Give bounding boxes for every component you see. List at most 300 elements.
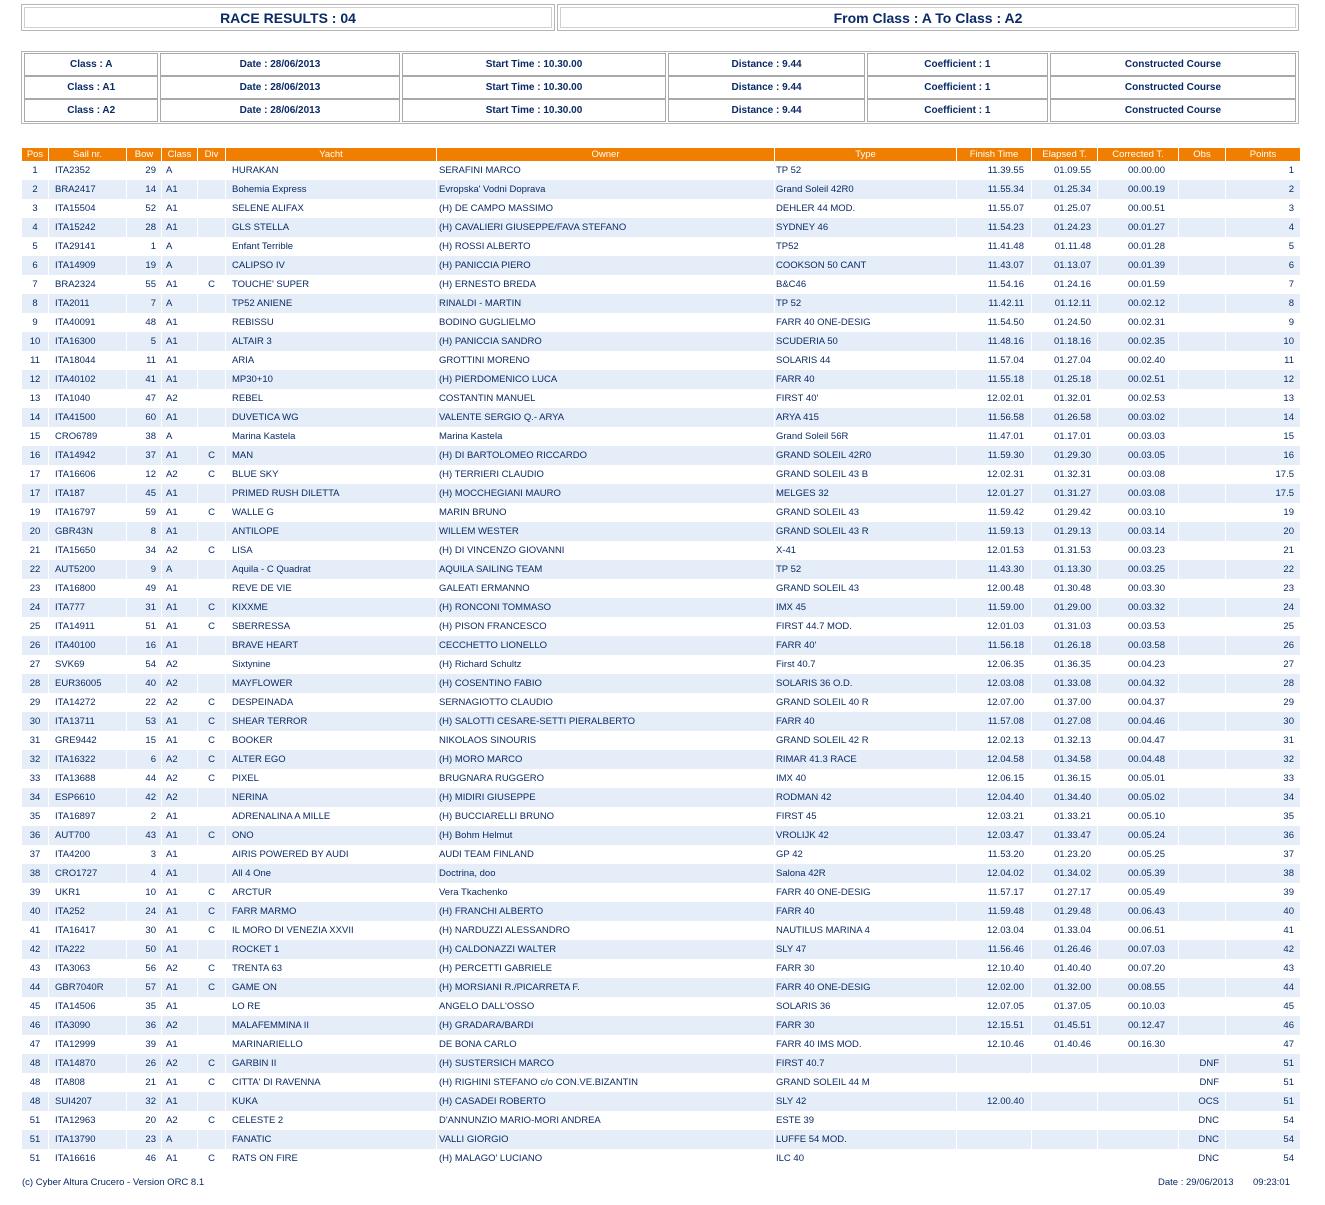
cell-points: 54 bbox=[1226, 1130, 1300, 1149]
cell-corrected-time: 00.04.23 bbox=[1128, 659, 1165, 670]
cell-type: GRAND SOLEIL 42 R bbox=[776, 735, 869, 746]
table-row bbox=[22, 408, 1300, 427]
cell-elapsed-time: 01.33.21 bbox=[1054, 811, 1091, 822]
cell-finish-time: 11.43.30 bbox=[957, 560, 1031, 579]
cell-obs: DNF bbox=[1179, 1054, 1225, 1073]
cell-sail-nr: ITA14909 bbox=[49, 256, 126, 275]
cell-div: C bbox=[208, 1115, 215, 1126]
cell-yacht: RATS ON FIRE bbox=[232, 1153, 298, 1164]
cell-pos: 3 bbox=[32, 203, 38, 214]
cell-pos: 43 bbox=[29, 963, 41, 974]
cell-obs bbox=[1179, 959, 1225, 978]
cell-elapsed-time: 01.11.48 bbox=[1054, 241, 1091, 252]
cell-obs bbox=[1179, 674, 1225, 693]
cell-div bbox=[198, 351, 225, 370]
table-row bbox=[22, 1092, 1300, 1111]
cell-div: C bbox=[198, 826, 225, 845]
cell-corrected-time: 00.01.59 bbox=[1128, 279, 1165, 290]
cell-points: 32 bbox=[1226, 750, 1300, 769]
cell-elapsed-time: 01.13.07 bbox=[1032, 256, 1097, 275]
cell-div bbox=[198, 997, 225, 1016]
cell-obs: OCS bbox=[1179, 1092, 1225, 1111]
table-row bbox=[22, 484, 1300, 503]
info-start-time: Start Time : 10.30.00 bbox=[402, 99, 667, 122]
cell-obs bbox=[1179, 275, 1225, 294]
cell-yacht: All 4 One bbox=[226, 864, 436, 883]
col-header-div: Div bbox=[198, 148, 225, 161]
info-distance: Distance : 9.44 bbox=[668, 53, 864, 76]
cell-class: A2 bbox=[166, 545, 178, 556]
cell-bow: 59 bbox=[145, 507, 156, 518]
cell-yacht: REBISSU bbox=[232, 317, 274, 328]
cell-sail-nr: ITA4200 bbox=[55, 849, 91, 860]
cell-obs bbox=[1179, 218, 1225, 237]
cell-pos: 17 bbox=[22, 484, 48, 503]
cell-sail-nr: ITA777 bbox=[49, 598, 126, 617]
cell-finish-time: 11.41.48 bbox=[987, 241, 1024, 252]
cell-bow: 28 bbox=[127, 218, 161, 237]
cell-div bbox=[198, 389, 225, 408]
cell-points: 9 bbox=[1288, 317, 1294, 328]
cell-type: FIRST 45 bbox=[776, 811, 817, 822]
cell-pos: 35 bbox=[29, 811, 41, 822]
cell-bow: 36 bbox=[127, 1016, 161, 1035]
cell-corrected-time bbox=[1098, 1130, 1178, 1149]
info-coefficient: Coefficient : 1 bbox=[867, 76, 1048, 99]
cell-points: 41 bbox=[1283, 925, 1294, 936]
cell-elapsed-time: 01.25.18 bbox=[1032, 370, 1097, 389]
cell-finish-time: 11.59.00 bbox=[957, 598, 1031, 617]
cell-finish-time: 12.01.53 bbox=[987, 545, 1024, 556]
cell-owner: (H) BUCCIARELLI BRUNO bbox=[439, 811, 555, 822]
table-row bbox=[22, 674, 1300, 693]
cell-sail-nr: ITA13688 bbox=[55, 773, 96, 784]
cell-sail-nr: ITA16322 bbox=[49, 750, 126, 769]
cell-owner: (H) PANICCIA SANDRO bbox=[437, 332, 774, 351]
cell-yacht: WALLE G bbox=[232, 507, 274, 518]
info-start-time: Start Time : 10.30.00 bbox=[402, 53, 667, 76]
cell-pos: 29 bbox=[29, 697, 41, 708]
cell-div bbox=[198, 845, 225, 864]
cell-div bbox=[198, 655, 225, 674]
cell-type: GRAND SOLEIL 43 R bbox=[775, 522, 956, 541]
cell-elapsed-time: 01.24.23 bbox=[1032, 218, 1097, 237]
col-header-sail-nr: Sail nr. bbox=[49, 148, 126, 161]
cell-yacht: ANTILOPE bbox=[226, 522, 436, 541]
cell-sail-nr: ITA252 bbox=[49, 902, 126, 921]
cell-yacht: Bohemia Express bbox=[226, 180, 436, 199]
cell-elapsed-time: 01.40.46 bbox=[1054, 1039, 1091, 1050]
cell-elapsed-time: 01.40.40 bbox=[1054, 963, 1091, 974]
cell-obs: DNF bbox=[1199, 1077, 1219, 1088]
info-course: Constructed Course bbox=[1050, 76, 1296, 99]
table-row bbox=[22, 446, 1300, 465]
cell-corrected-time: 00.01.39 bbox=[1098, 256, 1178, 275]
cell-sail-nr: GRE9442 bbox=[55, 735, 97, 746]
cell-finish-time: 11.57.17 bbox=[987, 887, 1024, 898]
cell-finish-time: 11.47.01 bbox=[987, 431, 1024, 442]
cell-obs bbox=[1179, 351, 1225, 370]
cell-points: 23 bbox=[1283, 583, 1294, 594]
cell-owner: (H) CAVALIERI GIUSEPPE/FAVA STEFANO bbox=[437, 218, 774, 237]
cell-class: A1 bbox=[162, 332, 197, 351]
cell-finish-time: 11.54.16 bbox=[987, 279, 1024, 290]
cell-yacht: ALTER EGO bbox=[226, 750, 436, 769]
cell-corrected-time: 00.03.23 bbox=[1128, 545, 1165, 556]
cell-yacht: Aquila - C Quadrat bbox=[226, 560, 436, 579]
table-header-row bbox=[22, 148, 1300, 161]
cell-points: 31 bbox=[1283, 735, 1294, 746]
cell-type: LUFFE 54 MOD. bbox=[775, 1130, 956, 1149]
copyright: (c) Cyber Altura Crucero - Version ORC 8.1 bbox=[22, 1177, 205, 1188]
table-row bbox=[22, 465, 1300, 484]
cell-obs bbox=[1179, 636, 1225, 655]
col-header-class: Class bbox=[162, 148, 197, 161]
table-row bbox=[22, 598, 1300, 617]
cell-yacht: LO RE bbox=[232, 1001, 261, 1012]
cell-obs bbox=[1179, 750, 1225, 769]
cell-owner: Doctrina, doo bbox=[437, 864, 774, 883]
cell-type: SCUDERIA 50 bbox=[775, 332, 956, 351]
table-row bbox=[22, 294, 1300, 313]
table-row bbox=[22, 636, 1300, 655]
cell-div: C bbox=[208, 887, 215, 898]
cell-pos: 45 bbox=[29, 1001, 41, 1012]
cell-div: C bbox=[198, 750, 225, 769]
table-row bbox=[22, 237, 1300, 256]
cell-type: RODMAN 42 bbox=[775, 788, 956, 807]
cell-class: A1 bbox=[162, 446, 197, 465]
cell-owner: (H) Bohm Helmut bbox=[437, 826, 774, 845]
cell-type: SOLARIS 44 bbox=[776, 355, 831, 366]
cell-finish-time: 11.56.46 bbox=[957, 940, 1031, 959]
table-row bbox=[22, 921, 1300, 940]
cell-finish-time: 12.07.00 bbox=[987, 697, 1024, 708]
table-row bbox=[22, 275, 1300, 294]
cell-elapsed-time bbox=[1032, 1054, 1097, 1073]
cell-obs bbox=[1179, 807, 1225, 826]
cell-yacht: BLUE SKY bbox=[232, 469, 279, 480]
cell-owner: SERAFINI MARCO bbox=[439, 165, 521, 176]
cell-yacht: MARINARIELLO bbox=[232, 1039, 303, 1050]
cell-pos: 42 bbox=[22, 940, 48, 959]
cell-corrected-time: 00.05.25 bbox=[1128, 849, 1165, 860]
cell-yacht: MAYFLOWER bbox=[226, 674, 436, 693]
cell-bow: 11 bbox=[146, 355, 156, 366]
cell-obs bbox=[1179, 826, 1225, 845]
cell-owner: ANGELO DALL'OSSO bbox=[439, 1001, 535, 1012]
cell-points: 6 bbox=[1226, 256, 1300, 275]
cell-pos: 26 bbox=[22, 636, 48, 655]
cell-corrected-time: 00.03.30 bbox=[1128, 583, 1165, 594]
table-row bbox=[22, 370, 1300, 389]
cell-points: 51 bbox=[1226, 1092, 1300, 1111]
cell-pos: 13 bbox=[29, 393, 41, 404]
cell-class: A2 bbox=[162, 788, 197, 807]
cell-sail-nr: SUI4207 bbox=[49, 1092, 126, 1111]
cell-sail-nr: ITA13790 bbox=[49, 1130, 126, 1149]
table-row bbox=[22, 712, 1300, 731]
cell-points: 2 bbox=[1226, 180, 1300, 199]
cell-corrected-time bbox=[1098, 1054, 1178, 1073]
cell-corrected-time: 00.04.47 bbox=[1128, 735, 1165, 746]
cell-pos: 23 bbox=[29, 583, 41, 594]
cell-type: FARR 40 ONE-DESIG bbox=[776, 887, 871, 898]
cell-finish-time: 12.06.15 bbox=[987, 773, 1024, 784]
cell-pos: 1 bbox=[32, 165, 38, 176]
cell-class: A1 bbox=[162, 978, 197, 997]
cell-obs bbox=[1179, 712, 1225, 731]
cell-points: 7 bbox=[1288, 279, 1294, 290]
cell-corrected-time: 00.02.35 bbox=[1098, 332, 1178, 351]
cell-sail-nr: ITA14506 bbox=[55, 1001, 96, 1012]
cell-finish-time: 11.57.04 bbox=[987, 355, 1024, 366]
cell-div: C bbox=[208, 621, 215, 632]
table-row bbox=[22, 769, 1300, 788]
cell-obs bbox=[1179, 769, 1225, 788]
cell-finish-time: 11.55.34 bbox=[957, 180, 1031, 199]
cell-owner: GALEATI ERMANNO bbox=[439, 583, 530, 594]
cell-sail-nr: ITA13711 bbox=[49, 712, 126, 731]
col-header-obs: Obs bbox=[1179, 148, 1225, 161]
info-class: Class : A bbox=[24, 53, 158, 76]
cell-obs bbox=[1179, 313, 1225, 332]
cell-type: FARR 40 bbox=[775, 902, 956, 921]
cell-sail-nr: ITA16606 bbox=[55, 469, 96, 480]
cell-obs bbox=[1179, 180, 1225, 199]
cell-elapsed-time: 01.36.35 bbox=[1054, 659, 1091, 670]
cell-obs bbox=[1179, 541, 1225, 560]
cell-sail-nr: GBR43N bbox=[49, 522, 126, 541]
cell-yacht: AIRIS POWERED BY AUDI bbox=[232, 849, 349, 860]
cell-obs bbox=[1179, 427, 1225, 446]
results-table bbox=[21, 148, 1301, 1168]
cell-sail-nr: ITA18044 bbox=[55, 355, 96, 366]
cell-points: 28 bbox=[1226, 674, 1300, 693]
cell-obs bbox=[1179, 465, 1225, 484]
cell-elapsed-time: 01.23.20 bbox=[1054, 849, 1091, 860]
cell-finish-time: 11.55.18 bbox=[957, 370, 1031, 389]
cell-finish-time: 12.03.21 bbox=[987, 811, 1024, 822]
cell-bow: 35 bbox=[145, 1001, 156, 1012]
cell-div: C bbox=[198, 1054, 225, 1073]
cell-elapsed-time: 01.24.50 bbox=[1054, 317, 1091, 328]
cell-points: 27 bbox=[1283, 659, 1294, 670]
cell-corrected-time: 00.05.49 bbox=[1128, 887, 1165, 898]
cell-type: Grand Soleil 56R bbox=[776, 431, 849, 442]
cell-points: 24 bbox=[1226, 598, 1300, 617]
cell-corrected-time: 00.05.10 bbox=[1128, 811, 1165, 822]
cell-sail-nr: ESP6610 bbox=[49, 788, 126, 807]
cell-corrected-time bbox=[1098, 1149, 1178, 1168]
cell-pos: 8 bbox=[22, 294, 48, 313]
table-row bbox=[22, 1054, 1300, 1073]
cell-type: MELGES 32 bbox=[775, 484, 956, 503]
class-info-row bbox=[23, 99, 1297, 122]
cell-div: C bbox=[208, 773, 215, 784]
cell-type: GRAND SOLEIL 43 B bbox=[776, 469, 869, 480]
cell-pos: 2 bbox=[22, 180, 48, 199]
cell-corrected-time bbox=[1098, 1092, 1178, 1111]
cell-pos: 21 bbox=[29, 545, 41, 556]
cell-owner: (H) RIGHINI STEFANO c/o CON.VE.BIZANTIN bbox=[439, 1077, 638, 1088]
cell-bow: 54 bbox=[145, 659, 156, 670]
cell-bow: 6 bbox=[127, 750, 161, 769]
cell-corrected-time: 00.04.46 bbox=[1098, 712, 1178, 731]
cell-obs bbox=[1179, 997, 1225, 1016]
cell-owner: (H) CASADEI ROBERTO bbox=[437, 1092, 774, 1111]
cell-owner: (H) MOCCHEGIANI MAURO bbox=[437, 484, 774, 503]
cell-bow: 55 bbox=[145, 279, 156, 290]
cell-class: A2 bbox=[162, 674, 197, 693]
cell-yacht: ARIA bbox=[232, 355, 255, 366]
cell-pos: 4 bbox=[22, 218, 48, 237]
cell-obs bbox=[1179, 598, 1225, 617]
cell-corrected-time: 00.00.00 bbox=[1128, 165, 1165, 176]
cell-sail-nr: ITA15650 bbox=[55, 545, 96, 556]
cell-class: A1 bbox=[166, 317, 178, 328]
cell-elapsed-time: 01.31.53 bbox=[1054, 545, 1091, 556]
cell-obs bbox=[1179, 560, 1225, 579]
cell-obs bbox=[1179, 655, 1225, 674]
cell-owner: (H) DE CAMPO MASSIMO bbox=[439, 203, 554, 214]
cell-div bbox=[198, 1016, 225, 1035]
table-row bbox=[22, 1130, 1300, 1149]
cell-bow: 9 bbox=[127, 560, 161, 579]
cell-type: FARR 30 bbox=[776, 963, 815, 974]
cell-div: C bbox=[208, 1077, 215, 1088]
cell-owner: (H) PISON FRANCESCO bbox=[439, 621, 547, 632]
cell-div bbox=[198, 161, 225, 180]
cell-bow: 39 bbox=[145, 1039, 156, 1050]
cell-points: 38 bbox=[1226, 864, 1300, 883]
cell-elapsed-time bbox=[1032, 1149, 1097, 1168]
cell-pos: 51 bbox=[29, 1115, 41, 1126]
cell-obs bbox=[1179, 332, 1225, 351]
cell-elapsed-time: 01.31.03 bbox=[1054, 621, 1091, 632]
table-row bbox=[22, 693, 1300, 712]
cell-sail-nr: ITA16417 bbox=[55, 925, 96, 936]
cell-bow: 53 bbox=[127, 712, 161, 731]
cell-corrected-time: 00.12.47 bbox=[1098, 1016, 1178, 1035]
col-header-type: Type bbox=[775, 148, 956, 161]
cell-corrected-time: 00.00.51 bbox=[1128, 203, 1165, 214]
cell-finish-time: 12.02.01 bbox=[987, 393, 1024, 404]
table-row bbox=[22, 731, 1300, 750]
cell-points: 12 bbox=[1226, 370, 1300, 389]
cell-yacht: Marina Kastela bbox=[232, 431, 296, 442]
cell-class: A1 bbox=[166, 735, 178, 746]
cell-points: 39 bbox=[1283, 887, 1294, 898]
cell-finish-time: 11.59.42 bbox=[987, 507, 1024, 518]
cell-owner: BODINO GUGLIELMO bbox=[439, 317, 536, 328]
cell-div bbox=[198, 256, 225, 275]
cell-pos: 9 bbox=[32, 317, 38, 328]
cell-div bbox=[198, 807, 225, 826]
cell-yacht: MP30+10 bbox=[226, 370, 436, 389]
cell-sail-nr: ITA808 bbox=[55, 1077, 85, 1088]
cell-owner: AUDI TEAM FINLAND bbox=[439, 849, 534, 860]
cell-elapsed-time: 01.36.15 bbox=[1054, 773, 1091, 784]
table-row bbox=[22, 218, 1300, 237]
cell-points: 20 bbox=[1226, 522, 1300, 541]
info-course: Constructed Course bbox=[1050, 53, 1296, 76]
cell-div bbox=[198, 940, 225, 959]
cell-sail-nr: ITA187 bbox=[49, 484, 126, 503]
cell-sail-nr: ITA40100 bbox=[49, 636, 126, 655]
table-row bbox=[22, 1149, 1300, 1168]
cell-finish-time: 12.04.58 bbox=[957, 750, 1031, 769]
cell-bow: 7 bbox=[127, 294, 161, 313]
table-row bbox=[22, 161, 1300, 180]
cell-pos: 38 bbox=[22, 864, 48, 883]
cell-div: C bbox=[198, 902, 225, 921]
cell-div: C bbox=[208, 469, 215, 480]
cell-type: FARR 40 ONE-DESIG bbox=[776, 317, 871, 328]
cell-yacht: REVE DE VIE bbox=[232, 583, 292, 594]
cell-bow: 21 bbox=[145, 1077, 156, 1088]
cell-pos: 15 bbox=[29, 431, 41, 442]
cell-bow: 40 bbox=[127, 674, 161, 693]
cell-div bbox=[198, 370, 225, 389]
cell-corrected-time: 00.02.51 bbox=[1098, 370, 1178, 389]
cell-type: TP52 bbox=[776, 241, 799, 252]
cell-div bbox=[198, 313, 225, 332]
cell-obs bbox=[1179, 161, 1225, 180]
cell-finish-time: 11.55.07 bbox=[987, 203, 1024, 214]
cell-corrected-time bbox=[1098, 1073, 1178, 1092]
cell-pos: 40 bbox=[22, 902, 48, 921]
cell-div: C bbox=[208, 735, 215, 746]
cell-finish-time: 11.56.18 bbox=[957, 636, 1031, 655]
cell-corrected-time: 00.03.53 bbox=[1128, 621, 1165, 632]
cell-points: 16 bbox=[1226, 446, 1300, 465]
cell-class: A1 bbox=[166, 1001, 178, 1012]
cell-type: FARR 40' bbox=[775, 636, 956, 655]
cell-finish-time: 12.06.35 bbox=[987, 659, 1024, 670]
table-row bbox=[22, 503, 1300, 522]
cell-points: 44 bbox=[1226, 978, 1300, 997]
cell-type: GRAND SOLEIL 43 bbox=[776, 507, 860, 518]
cell-pos: 32 bbox=[22, 750, 48, 769]
cell-finish-time: 12.01.27 bbox=[957, 484, 1031, 503]
info-course: Constructed Course bbox=[1050, 99, 1296, 122]
cell-points: 5 bbox=[1288, 241, 1294, 252]
table-row bbox=[22, 978, 1300, 997]
cell-yacht: CITTA' DI RAVENNA bbox=[232, 1077, 321, 1088]
cell-class: A bbox=[162, 1130, 197, 1149]
cell-points: 29 bbox=[1283, 697, 1294, 708]
cell-elapsed-time: 01.27.04 bbox=[1054, 355, 1091, 366]
cell-div bbox=[198, 237, 225, 256]
cell-yacht: TOUCHE' SUPER bbox=[232, 279, 310, 290]
cell-corrected-time: 00.02.53 bbox=[1128, 393, 1165, 404]
cell-owner: (H) TERRIERI CLAUDIO bbox=[439, 469, 544, 480]
cell-pos: 48 bbox=[22, 1092, 48, 1111]
cell-owner: (H) PIERDOMENICO LUCA bbox=[437, 370, 774, 389]
cell-finish-time: 12.04.02 bbox=[957, 864, 1031, 883]
cell-class: A2 bbox=[166, 393, 178, 404]
cell-owner: AQUILA SAILING TEAM bbox=[437, 560, 774, 579]
cell-finish-time: 12.02.31 bbox=[987, 469, 1024, 480]
col-header-pos: Pos bbox=[22, 148, 48, 161]
cell-obs bbox=[1179, 446, 1225, 465]
cell-finish-time: 11.43.07 bbox=[957, 256, 1031, 275]
cell-corrected-time: 00.08.55 bbox=[1098, 978, 1178, 997]
cell-sail-nr: ITA16800 bbox=[55, 583, 96, 594]
cell-bow: 10 bbox=[145, 887, 156, 898]
cell-sail-nr: EUR36005 bbox=[49, 674, 126, 693]
